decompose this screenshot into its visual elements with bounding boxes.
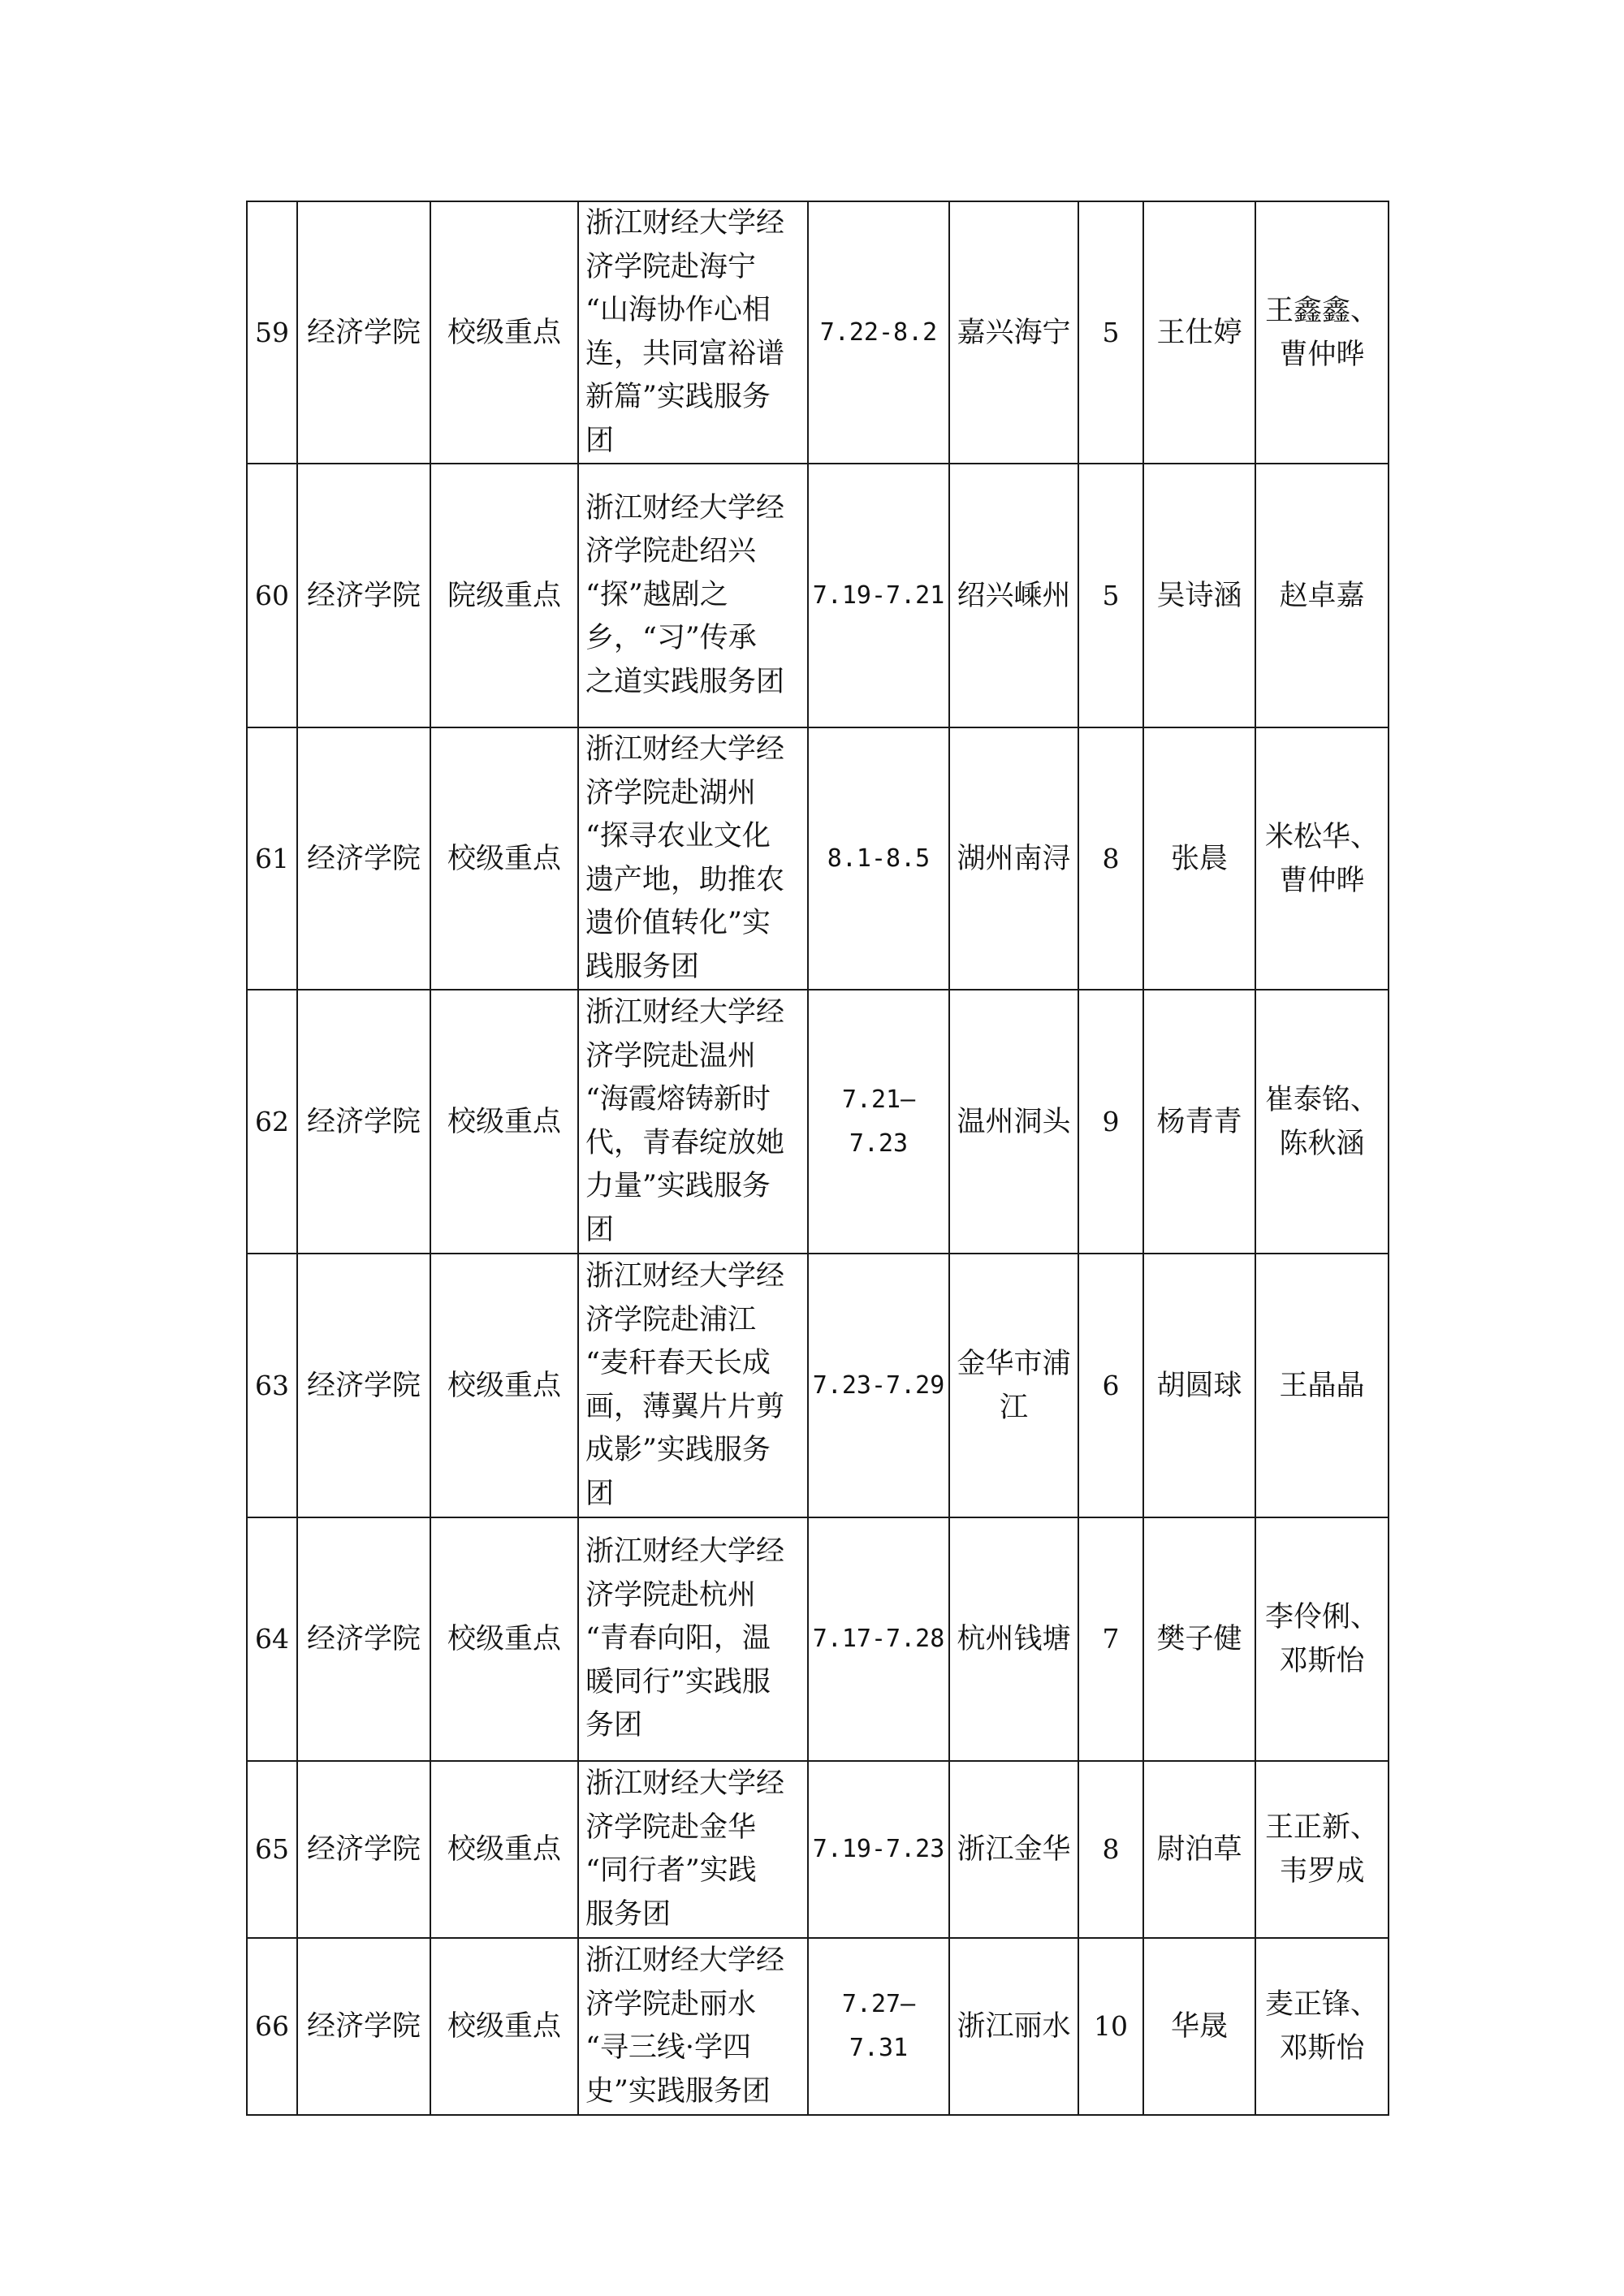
place-cell-line: 浙江金华: [957, 1833, 1071, 1866]
project-name-cell-line: “海霞熔铸新时: [585, 1083, 771, 1116]
project-name-cell-line: 之道实践服务团: [585, 665, 785, 698]
project-name-cell-line: 力量”实践服务: [585, 1170, 771, 1202]
place-cell-line: 江: [999, 1391, 1028, 1424]
place-cell: [949, 201, 1078, 464]
advisor-cell-line: 赵卓嘉: [1279, 579, 1365, 612]
advisor-cell-line: 曹仲晔: [1279, 338, 1365, 371]
advisor-cell-line: 陈秋涵: [1279, 1127, 1365, 1160]
project-name-cell-line: 浙江财经大学经: [585, 1944, 785, 1977]
college-cell: 经济学院: [297, 1254, 430, 1517]
college-cell: 经济学院: [297, 990, 430, 1254]
project-name-cell-line: 浙江财经大学经: [585, 996, 785, 1029]
table-row: [247, 990, 1389, 1254]
leader-cell: 华晟: [1143, 1938, 1255, 2115]
project-name-cell-line: 浙江财经大学经: [585, 1260, 785, 1293]
leader-cell: 樊子健: [1143, 1517, 1255, 1761]
member-count-cell: 6: [1078, 1254, 1143, 1517]
project-name-cell-line: “寻三线·学四: [585, 2031, 752, 2064]
place-cell-line: 温州洞头: [957, 1105, 1071, 1138]
date-cell-line: 7.22-8.2: [819, 317, 938, 347]
level-cell: 校级重点: [430, 1761, 578, 1938]
project-name-cell-line: 浙江财经大学经: [585, 1535, 785, 1569]
advisor-cell: [1255, 1517, 1389, 1761]
row-number: 60: [247, 464, 297, 727]
leader-cell: 王仕婷: [1143, 201, 1255, 464]
member-count-cell: 5: [1078, 201, 1143, 464]
project-name-cell: [578, 1254, 808, 1517]
date-cell: [808, 464, 949, 727]
college-cell: 经济学院: [297, 1938, 430, 2115]
advisor-cell: [1255, 464, 1389, 727]
project-name-cell-line: 济学院赴绍兴: [585, 535, 757, 568]
college-cell: 经济学院: [297, 464, 430, 727]
date-cell: [808, 990, 949, 1254]
date-cell: [808, 1938, 949, 2115]
table-body: [247, 201, 1389, 2115]
place-cell: [949, 990, 1078, 1254]
advisor-cell: [1255, 1938, 1389, 2115]
member-count-cell: 8: [1078, 1761, 1143, 1938]
place-cell-line: 嘉兴海宁: [957, 316, 1071, 349]
advisor-cell-line: 邓斯怡: [1279, 1645, 1365, 1677]
row-number: 62: [247, 990, 297, 1254]
project-name-cell-line: 服务团: [585, 1897, 672, 1931]
place-cell-line: 浙江丽水: [957, 2010, 1071, 2043]
project-name-cell-line: 遗产地，助推农: [585, 863, 785, 896]
date-cell-line: 7.23-7.29: [812, 1370, 945, 1400]
project-name-cell-line: 济学院赴浦江: [585, 1303, 757, 1336]
project-name-cell-line: “同行者”实践: [585, 1854, 757, 1887]
place-cell: [949, 1761, 1078, 1938]
project-name-cell-line: 践服务团: [585, 950, 700, 983]
member-count-cell: 7: [1078, 1517, 1143, 1761]
advisor-cell-line: 王晶晶: [1279, 1369, 1365, 1402]
project-name-cell-line: “探”越剧之: [585, 578, 728, 611]
project-name-cell-line: 史”实践服务团: [585, 2074, 771, 2108]
place-cell-line: 金华市浦: [957, 1347, 1071, 1380]
project-name-cell-line: 代，青春绽放她: [585, 1126, 785, 1159]
date-cell-line: 7.19-7.21: [812, 580, 945, 610]
project-name-cell-line: 浙江财经大学经: [585, 1767, 785, 1800]
date-cell-line: 7.21—: [841, 1085, 916, 1114]
project-name-cell-line: 济学院赴金华: [585, 1810, 757, 1844]
advisor-cell-line: 王正新、: [1264, 1811, 1379, 1844]
college-cell: 经济学院: [297, 201, 430, 464]
project-name-cell-line: 浙江财经大学经: [585, 491, 785, 524]
level-cell: 院级重点: [430, 464, 578, 727]
table-row: [247, 464, 1389, 727]
level-cell: 校级重点: [430, 1938, 578, 2115]
project-table: [246, 201, 1389, 2116]
advisor-cell: [1255, 1254, 1389, 1517]
project-name-cell-line: “山海协作心相: [585, 294, 771, 326]
project-name-cell: [578, 1761, 808, 1938]
project-name-cell-line: 济学院赴海宁: [585, 250, 757, 283]
college-cell: 经济学院: [297, 727, 430, 990]
project-name-cell-line: 连，共同富裕谱: [585, 337, 785, 370]
place-cell: [949, 1254, 1078, 1517]
project-name-cell: [578, 464, 808, 727]
project-name-cell-line: 团: [585, 424, 615, 457]
college-cell: 经济学院: [297, 1517, 430, 1761]
place-cell-line: 湖州南浔: [957, 842, 1071, 875]
advisor-cell: [1255, 1761, 1389, 1938]
advisor-cell-line: 麦正锋、: [1264, 1988, 1379, 2021]
project-name-cell-line: 成影”实践服务: [585, 1434, 771, 1466]
date-cell-line: 7.17-7.28: [812, 1625, 945, 1653]
project-name-cell-line: “麦秆春天长成: [585, 1347, 771, 1379]
project-name-cell-line: 济学院赴杭州: [585, 1578, 757, 1612]
place-cell-line: 杭州钱塘: [957, 1623, 1071, 1655]
project-name-cell-line: “青春向阳，温: [585, 1622, 771, 1655]
level-cell: 校级重点: [430, 201, 578, 464]
member-count-cell: 10: [1078, 1938, 1143, 2115]
table-row: [247, 201, 1389, 464]
project-name-cell: [578, 1938, 808, 2115]
project-name-cell-line: 画，薄翼片片剪: [585, 1390, 785, 1423]
date-cell: [808, 1761, 949, 1938]
member-count-cell: 9: [1078, 990, 1143, 1254]
college-cell: 经济学院: [297, 1761, 430, 1938]
project-name-cell: [578, 201, 808, 464]
project-name-cell-line: “探寻农业文化: [585, 820, 771, 852]
member-count-cell: 8: [1078, 727, 1143, 990]
advisor-cell-line: 米松华、: [1264, 820, 1379, 853]
place-cell-line: 绍兴嵊州: [957, 579, 1071, 612]
table-row: [247, 1517, 1389, 1761]
level-cell: 校级重点: [430, 727, 578, 990]
project-name-cell-line: 新篇”实践服务: [585, 381, 771, 413]
level-cell: 校级重点: [430, 1517, 578, 1761]
project-name-cell: [578, 1517, 808, 1761]
level-cell: 校级重点: [430, 1254, 578, 1517]
project-name-cell-line: 团: [585, 1213, 615, 1246]
project-name-cell-line: 乡，“习”传承: [585, 622, 757, 655]
leader-cell: 胡圆球: [1143, 1254, 1255, 1517]
row-number: 65: [247, 1761, 297, 1938]
level-cell: 校级重点: [430, 990, 578, 1254]
date-cell-line: 7.23: [849, 1129, 909, 1158]
project-name-cell-line: 济学院赴湖州: [585, 776, 757, 809]
project-name-cell-line: 浙江财经大学经: [585, 207, 785, 240]
table-row: [247, 727, 1389, 990]
date-cell: [808, 1254, 949, 1517]
row-number: 66: [247, 1938, 297, 2115]
member-count-cell: 5: [1078, 464, 1143, 727]
row-number: 63: [247, 1254, 297, 1517]
project-name-cell-line: 务团: [585, 1709, 643, 1742]
place-cell: [949, 1517, 1078, 1761]
table-row: [247, 1938, 1389, 2115]
project-name-cell-line: 济学院赴丽水: [585, 1987, 757, 2021]
place-cell: [949, 1938, 1078, 2115]
table-row: [247, 1761, 1389, 1938]
advisor-cell-line: 邓斯怡: [1279, 2032, 1365, 2065]
date-cell-line: 7.19-7.23: [812, 1835, 945, 1863]
date-cell: [808, 201, 949, 464]
date-cell-line: 8.1-8.5: [827, 844, 931, 873]
project-name-cell-line: 暖同行”实践服: [585, 1665, 771, 1698]
advisor-cell-line: 王鑫鑫、: [1264, 294, 1379, 327]
date-cell-line: 7.31: [849, 2034, 909, 2062]
table-row: [247, 1254, 1389, 1517]
leader-cell: 杨青青: [1143, 990, 1255, 1254]
project-name-cell-line: 遗价值转化”实: [585, 907, 771, 939]
row-number: 59: [247, 201, 297, 464]
advisor-cell-line: 韦罗成: [1279, 1855, 1365, 1888]
row-number: 64: [247, 1517, 297, 1761]
project-name-cell: [578, 727, 808, 990]
project-name-cell: [578, 990, 808, 1254]
leader-cell: 尉泊草: [1143, 1761, 1255, 1938]
advisor-cell-line: 李伶俐、: [1264, 1601, 1379, 1634]
date-cell: [808, 1517, 949, 1761]
row-number: 61: [247, 727, 297, 990]
place-cell: [949, 464, 1078, 727]
leader-cell: 张晨: [1143, 727, 1255, 990]
project-name-cell-line: 团: [585, 1477, 615, 1510]
advisor-cell-line: 曹仲晔: [1279, 864, 1365, 897]
advisor-cell: [1255, 727, 1389, 990]
place-cell: [949, 727, 1078, 990]
date-cell: [808, 727, 949, 990]
date-cell-line: 7.27—: [841, 1990, 916, 2018]
advisor-cell-line: 崔泰铭、: [1264, 1083, 1379, 1116]
advisor-cell: [1255, 201, 1389, 464]
project-name-cell-line: 济学院赴温州: [585, 1039, 757, 1072]
leader-cell: 吴诗涵: [1143, 464, 1255, 727]
project-name-cell-line: 浙江财经大学经: [585, 733, 785, 766]
advisor-cell: [1255, 990, 1389, 1254]
